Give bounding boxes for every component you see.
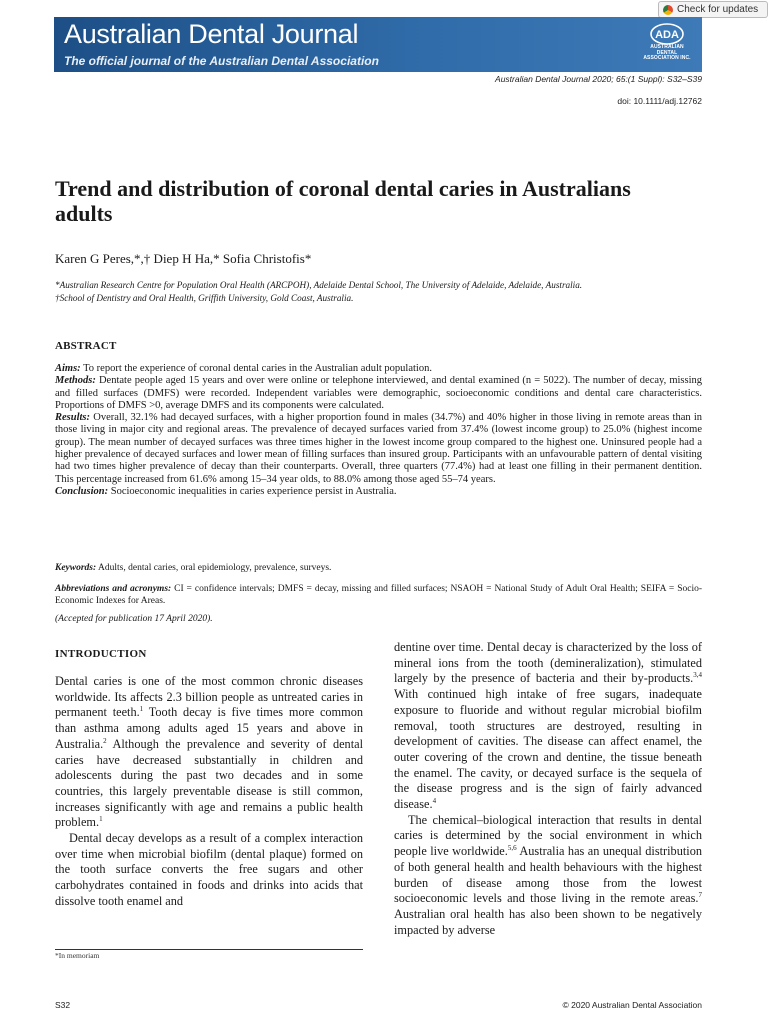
- reference-link[interactable]: 4: [432, 796, 437, 805]
- journal-tagline: The official journal of the Australian Dental Association: [64, 54, 379, 68]
- abstract-heading: ABSTRACT: [55, 340, 117, 352]
- doi-link[interactable]: doi: 10.1111/adj.12762: [617, 96, 702, 106]
- intro-paragraph-4: The chemical–biological interaction that results in dental caries is determined by the social environment in which people live worldwide.$^{5,6}$ Australia has an unequal distribution of both general health and health behaviours with the highest burden of disease among those from the lowest socioeconomic levels and those living in the remote areas.$^7$ Australian oral health has also been shown to be negatively impacted by adverse: [394, 812, 702, 937]
- author-list: Karen G Peres,*,† Diep H Ha,* Sofia Christofis*: [55, 251, 312, 266]
- accepted-date: (Accepted for publication 17 April 2020).: [55, 614, 213, 624]
- methods-label: Methods:: [55, 375, 96, 387]
- intro-paragraph-2: Dental decay develops as a result of a complex interaction over time when microbial biofilm (dental plaque) formed on the tooth surface converts the free sugars and other carbohydrates contained in foods and drinks into acids that dissolve tooth enamel and: [55, 831, 363, 908]
- abstract-body: [55, 363, 702, 498]
- article-title: Trend and distribution of coronal dental caries in Australians adults: [55, 176, 631, 226]
- introduction-heading: INTRODUCTION: [55, 648, 147, 660]
- ada-logo: [640, 23, 694, 67]
- aims-text: To report the experience of coronal dental caries in the Australian adult population.: [83, 363, 432, 374]
- methods-text: Dentate people aged 15 years and over were online or telephone interviewed, and dental examined (n = 5022). The number of decay, missing and filled surfaces (DMFS) were recorded. Independent variables were demographic, socioeconomic conditions and dental care characteristics. Proportions of DMFS >0, average DMFS and its components were calculated.: [55, 375, 702, 411]
- ada-logo-text: ADA: [655, 29, 679, 41]
- check-for-updates-label: Check for updates: [677, 4, 759, 15]
- right-column: [394, 640, 702, 938]
- left-column: [55, 648, 363, 910]
- ada-caption-1: AUSTRALIAN DENTAL: [650, 44, 684, 56]
- abstract-conclusion: [55, 486, 702, 498]
- affiliation-2: †School of Dentistry and Oral Health, Griffith University, Gold Coast, Australia.: [55, 293, 354, 303]
- intro-paragraph-3: dentine over time. Dental decay is characterized by the loss of mineral ions from the tooth (demineralization), stimulated largely by the presence of bacteria and their by-products.$^{3,4}$ With continued high intake of free sugars, inadequate exposure to fluoride and without regular microbial biofilm removal, tooth structures are destroyed, resulting in development of cavities. The disease can affect enamel, the outer covering of the crown and dentine, the tissue beneath the enamel. The cavity, or decayed surface is the sequela of the disease progress and is the sign of fairly advanced disease.$^4$: [394, 640, 702, 812]
- reference-link[interactable]: 2: [103, 736, 107, 745]
- reference-link[interactable]: 5,6: [507, 844, 517, 853]
- aims-label: Aims:: [55, 363, 81, 374]
- keywords: [55, 563, 702, 573]
- reference-link[interactable]: 7: [698, 891, 702, 900]
- reference-link[interactable]: 3,4: [693, 671, 702, 680]
- abstract-results: [55, 412, 702, 486]
- abstract-methods: [55, 375, 702, 412]
- reference-link[interactable]: 1: [139, 705, 144, 714]
- conclusion-text: Socioeconomic inequalities in caries experience persist in Australia.: [110, 485, 397, 497]
- page-number: S32: [55, 1000, 71, 1010]
- citation: Australian Dental Journal 2020; 65:(1 Suppl): S32–S39: [495, 74, 702, 84]
- intro-paragraph-1: Dental caries is one of the most common chronic diseases worldwide. Its affects 2.3 billion people as untreated caries in permanent teeth.$^1$ Tooth decay is five times more common than asthma among adults aged 15 years and above in Australia.$^2$ Although the prevalence and severity of dental caries have decreased substantially in children and adolescents during the past two decades and in some countries, this largely preventable disease is still common, increases significantly with age and remains a public health problem.$^1$: [55, 674, 363, 830]
- ada-logo-icon: [650, 23, 684, 45]
- copyright: © 2020 Australian Dental Association: [562, 1000, 702, 1010]
- reference-link[interactable]: 1: [99, 815, 103, 824]
- results-text: Overall, 32.1% had decayed surfaces, with a higher proportion found in males (34.7%) and 40% higher in those living in remote areas than in those living in major city and regional areas. The prevalence of decayed surfaces varied from 37.4% (lowest income group) to 25.0% (highest income group). The mean number of decayed surfaces was three times higher in the lowest income group compared to the highest one. Uninsured people had a higher prevalence of decayed surfaces and lower mean of filling surfaces than insured group. Participants with an unfavourable pattern of dental visiting had two times higher prevalence of decay than their counterparts. Overall, three quarters (77.4%) had at least one filling in their permanent dentition. This percentage increased from 61.6% among 15–34 year olds, to 88.0% among those aged 55–74 years.: [55, 412, 702, 485]
- abstract-aims: [55, 363, 702, 375]
- affiliation-1: *Australian Research Centre for Population Oral Health (ARCPOH), Adelaide Dental School, The University of Adelaide, Adelaide, Australia.: [55, 280, 583, 290]
- keywords-label: Keywords:: [55, 563, 97, 573]
- footnote: *In memoriam: [55, 951, 100, 960]
- ada-caption-2: ASSOCIATION INC.: [643, 55, 691, 61]
- results-label: Results:: [55, 412, 91, 424]
- abbreviations-label: Abbreviations and acronyms:: [55, 584, 172, 594]
- conclusion-label: Conclusion:: [55, 485, 109, 497]
- keywords-text: Adults, dental caries, oral epidemiology, prevalence, surveys.: [98, 563, 332, 573]
- journal-banner: [54, 17, 702, 72]
- footnote-divider: [55, 949, 363, 950]
- crossmark-icon: [663, 5, 673, 15]
- abbreviations: [55, 584, 702, 607]
- journal-title: Australian Dental Journal: [64, 19, 359, 49]
- check-for-updates-button[interactable]: [658, 1, 768, 18]
- abbreviations-text: CI = confidence intervals; DMFS = decay, missing and filled surfaces; NSAOH = National Study of Adult Oral Health; SEIFA = Socio-Economic Indexes for Areas.: [55, 584, 703, 606]
